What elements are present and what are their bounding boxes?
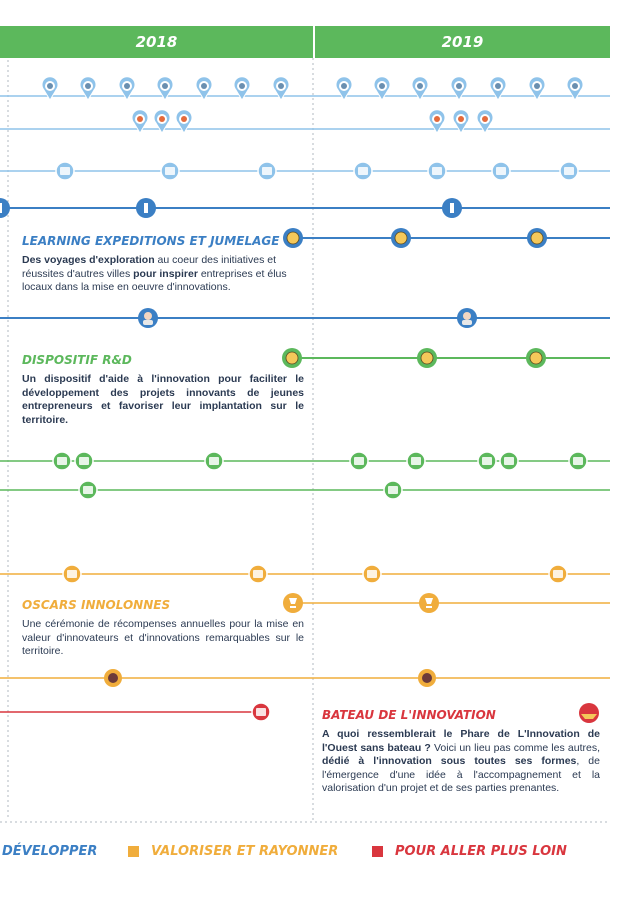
event-icon	[79, 481, 97, 499]
legend-developper-label: DÉVELOPPER	[2, 844, 98, 859]
badge-icon	[527, 228, 547, 248]
year-header-2018	[0, 26, 313, 58]
event-icon	[161, 162, 179, 180]
event-icon	[249, 565, 267, 583]
event-icon	[407, 452, 425, 470]
oscars-block	[22, 598, 304, 659]
event-icon	[363, 565, 381, 583]
event-icon	[53, 452, 71, 470]
timeline-track-1	[0, 77, 610, 100]
event-icon	[492, 162, 510, 180]
event-icon	[428, 162, 446, 180]
badge-icon	[391, 228, 411, 248]
event-icon	[478, 452, 496, 470]
badge-icon	[104, 669, 122, 687]
badge-icon	[138, 308, 158, 328]
event-icon	[205, 452, 223, 470]
badge-icon	[526, 348, 546, 368]
timeline-track-8	[0, 452, 610, 470]
timeline-track-12	[0, 669, 610, 687]
bateau-title: BATEAU DE L'INNOVATION	[322, 708, 496, 722]
learning-expeditions-title: LEARNING EXPEDITIONS ET JUMELAGE	[22, 234, 280, 248]
event-icon	[252, 703, 270, 721]
event-icon	[258, 162, 276, 180]
learning-expeditions-description: Des voyages d'exploration au coeur des initiatives et réussites d'autres villes pour inspirer entreprises et élus locaux dans la mise en oeuvre d'innovations.	[22, 254, 287, 293]
event-icon	[56, 162, 74, 180]
year-2018-label: 2018	[135, 33, 178, 51]
badge-icon	[442, 198, 462, 218]
timeline-track-13	[0, 703, 270, 721]
timeline-track-3	[0, 162, 610, 180]
event-icon	[500, 452, 518, 470]
legend-valoriser-swatch	[128, 846, 139, 857]
timeline-track-2	[0, 110, 610, 133]
badge-icon	[457, 308, 477, 328]
legend-aller-loin-swatch	[372, 846, 383, 857]
timeline-track-7	[282, 348, 610, 368]
oscars-title: OSCARS INNOLONNES	[22, 598, 171, 612]
event-icon	[75, 452, 93, 470]
timeline-track-9	[0, 481, 610, 499]
trophy-icon	[419, 593, 439, 613]
event-icon	[63, 565, 81, 583]
event-icon	[560, 162, 578, 180]
learning-expeditions-block	[22, 234, 302, 295]
timeline-track-4	[0, 198, 610, 218]
legend-developper	[2, 844, 97, 859]
year-2019-label: 2019	[441, 33, 484, 51]
event-icon	[549, 565, 567, 583]
year-header-2019	[315, 26, 610, 58]
event-icon	[569, 452, 587, 470]
legend-aller-loin-label: POUR ALLER PLUS LOIN	[395, 844, 567, 859]
timeline-track-11	[283, 593, 610, 613]
bateau-block	[322, 708, 600, 796]
badge-icon	[418, 669, 436, 687]
rd-block	[22, 353, 304, 427]
timeline-track-5	[283, 228, 610, 248]
event-icon	[350, 452, 368, 470]
legend-aller-loin	[372, 844, 567, 859]
timeline-track-6	[0, 308, 610, 328]
timeline-track-10	[0, 565, 610, 583]
rd-title: DISPOSITIF R&D	[22, 353, 132, 367]
event-icon	[384, 481, 402, 499]
badge-icon	[417, 348, 437, 368]
badge-icon	[136, 198, 156, 218]
event-icon	[354, 162, 372, 180]
legend-valoriser	[128, 844, 338, 859]
rd-description: Un dispositif d'aide à l'innovation pour faciliter le développement des projets innovants de jeunes entrepreneurs et favoriser leur implantation sur le territoire.	[22, 373, 304, 426]
legend-valoriser-label: VALORISER ET RAYONNER	[151, 844, 339, 859]
oscars-description: Une cérémonie de récompenses annuelles pour la mise en valeur d'innovateurs et d'innovations remarquables sur le territoire.	[22, 618, 304, 657]
bateau-description: A quoi ressemblerait le Phare de L'Innovation de l'Ouest sans bateau ? Voici un lieu pas comme les autres, dédié à l'innovation sous toutes ses formes, de l'émergence d'une idée à l'accompagnement et la valorisation d'un projet et de ses parties prenantes.	[322, 728, 600, 794]
